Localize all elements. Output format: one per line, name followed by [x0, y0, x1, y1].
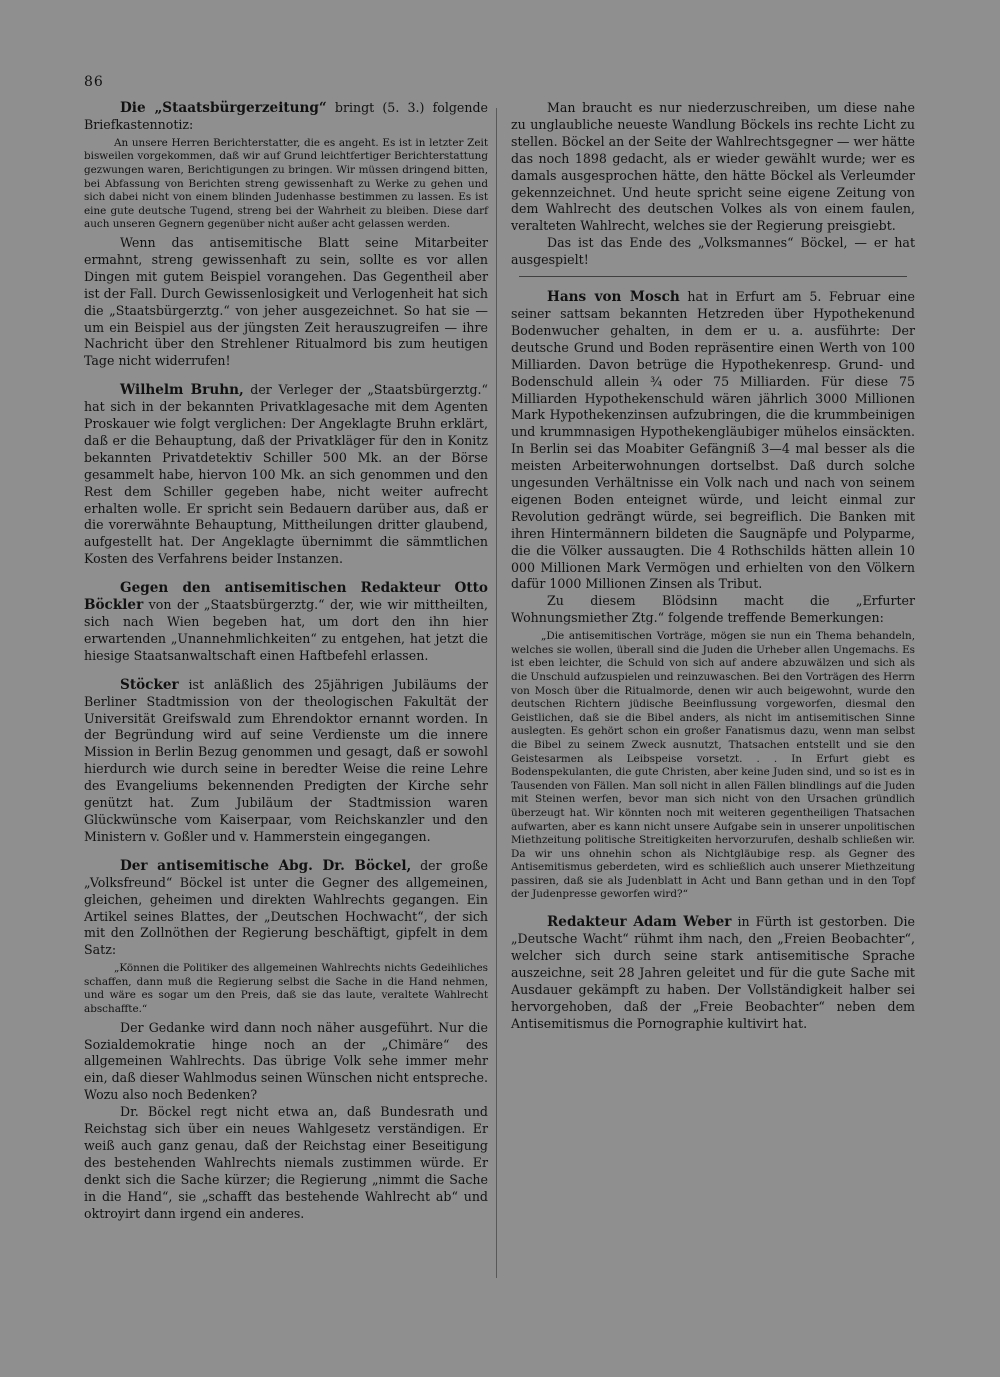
article-wilhelm-bruhn: [84, 382, 488, 568]
article-otto-boeckler: [84, 580, 488, 665]
paragraph: [511, 914, 915, 1032]
left-column: [84, 100, 488, 1222]
quoted-text: An unsere Herren Berichterstatter, die es angeht. Es ist in letzter Zeit bisweilen vorgekommen, daß wir auf Grund leichtfertiger Berichterstattung gezwungen waren, Berichtigungen zu bringen. Wir müssen dringend bitten, bei Abfassung von Berichten streng gewissenhaft zu Werke zu gehen und sich dabei nicht von einem blinden Judenhasse bestimmen zu lassen. Es ist eine gute deutsche Tugend, streng bei der Wahrheit zu bleiben. Diese darf auch unseren Gegnern gegenüber nicht außer acht gelassen werden.: [84, 136, 488, 231]
right-column: [511, 100, 915, 1032]
article-staatsbuergerzeitung: [84, 100, 488, 370]
quoted-text: „Die antisemitischen Vorträge, mögen sie nun ein Thema behandeln, welches sie wollen, überall sind die Juden die Urheber allen Ungemachs. Es ist eben leichter, die Schuld von sich auf andere abzuwälzen und sich als die Unschuld aufzuspielen und reinzuwaschen. Bei den Vorträgen des Herrn von Mosch über die Ritualmorde, denen wir auch beigewohnt, wurde den deutschen Richtern jüdische Beeinflussung vorgeworfen, diesmal den Geistlichen, daß sie die Bibel anders, als nicht im antisemitischen Sinne auslegten. Es gehört schon ein großer Fanatismus dazu, wenn man selbst die Bibel zu seinem Zweck ausnutzt, Thatsachen entstellt und sie den Geistesarmen als Leibspeise vorsetzt. . . In Erfurt giebt es Bodenspekulanten, die gute Christen, aber keine Juden sind, und so ist es in Tausenden von Fällen. Man soll nicht in allen Fällen blindlings auf die Juden mit Steinen werfen, bevor man sich nicht von den Ursachen gründlich überzeugt hat. Wir könnten noch mit weiteren gegentheiligen Thatsachen aufwarten, aber es kann nicht unsere Aufgabe sein in unserer unpolitischen Miethzeitung politische Streitigkeiten hervorzurufen, deshalb schließen wir. Da wir uns ohnehin schon als Nichtgläubige resp. als Gegner des Antisemitismus geberdeten, wird es schließlich auch unserer Miethzeitung passiren, daß sie als Judenblatt in Acht und Bann gethan und in den Topf der Judenpresse geworfen wird?“: [511, 630, 915, 901]
paragraph: [84, 580, 488, 665]
quoted-text: „Können die Politiker des allgemeinen Wahlrechts nichts Gedeihliches schaffen, dann muß die Regierung selbst die Sache in die Hand nehmen, und wäre es sogar um den Preis, daß sie das laute, veraltete Wahlrecht abschaffte.“: [84, 962, 488, 1015]
article-dr-boeckel-continued: [511, 100, 915, 269]
article-stoecker: [84, 677, 488, 846]
article-heading: Gegen den antisemitischen Redakteur Otto Böckler: [84, 580, 488, 614]
article-hans-von-mosch: [511, 289, 915, 902]
paragraph: Man braucht es nur niederzuschreiben, um diese nahe zu unglaubliche neueste Wandlung Böckels ins rechte Licht zu stellen. Böckel an der Seite der Wahlrechtsgegner — wer hätte das noch 1898 gedacht, als er wieder gewählt wurde; wer es damals ausgesprochen hätte, den hätte Böckel als Verleumder gekennzeichnet. Und heute spricht seine eigene Zeitung von dem Wahlrecht des deutschen Volkes als von einem faulen, veralteten Wahlrecht, welches sie der Regierung preisgiebt.: [511, 100, 915, 234]
article-heading: Hans von Mosch: [547, 289, 680, 306]
paragraph: Dr. Böckel regt nicht etwa an, daß Bundesrath und Reichstag sich über ein neues Wahlgesetz verständigen. Er weiß auch ganz genau, daß der Reichstag einer Beseitigung des bestehenden Wahlrechts niemals zustimmen würde. Er denkt sich die Sache kürzer; die Regierung „nimmt die Sache in die Hand“, sie „schafft das bestehende Wahlrecht ab“ und oktroyirt dann irgend ein anderes.: [84, 1104, 488, 1221]
paragraph: Das ist das Ende des „Volksmannes“ Böckel, — er hat ausgespielt!: [511, 235, 915, 268]
article-heading: Stöcker: [120, 676, 179, 693]
paragraph: [84, 382, 488, 568]
paragraph-text: hat in Erfurt am 5. Februar eine seiner sattsam bekannten Hetzreden über Hypothekenund Bodenwucher gehalten, in dem er u. a. ausführte: Der deutsche Grund und Boden repräsentire einen Werth von 100 Milliarden. Davon betrüge die Hypothekenresp. Grund- und Bodenschuld allein ¾ oder 75 Milliarden. Für diese 75 Milliarden Hypothekenschuld wären jährlich 3000 Millionen Mark Hypothekenzinsen aufzubringen, die die krummbeinigen und krummnasigen Hypothekengläubiger mühelos einsäckten. In Berlin sei das Moabiter Gefängniß 3—4 mal besser als die meisten Arbeiterwohnungen dortselbst. Daß durch solche ungesunden Verhältnisse ein Volk nach und nach von seinem eigenen Boden enteignet würde, und leicht einmal zur Revolution gedrängt würde, sei begreiflich. Die Banken mit ihren Hintermännern bildeten die Saugnäpfe und Polyparme, die die Völker aussaugten. Die 4 Rothschilds hätten allein 10 000 Millionen Mark Vermögen und erhielten von den Völkern dafür 1000 Millionen Zinsen als Tribut.: [511, 289, 915, 592]
article-heading: Die „Staatsbürgerzeitung“: [120, 100, 327, 116]
paragraph: Wenn das antisemitische Blatt seine Mitarbeiter ermahnt, streng gewissenhaft zu sein, sollte es vor allen Dingen mit gutem Beispiel vorangehen. Das Gegentheil aber ist der Fall. Durch Gewissenlosigkeit und Verlogenheit hat sich die „Staatsbürgerztg.“ von jeher ausgezeichnet. So hat sie — um ein Beispiel aus der jüngsten Zeit herauszugreifen — ihre Nachricht über den Strehlener Ritualmord bis zum heutigen Tage nicht widerrufen!: [84, 234, 488, 369]
article-heading: Der antisemitische Abg. Dr. Böckel,: [120, 857, 412, 874]
paragraph-text: der Verleger der „Staatsbürgerztg.“ hat sich in der bekannten Privatklagesache mit dem Agenten Proskauer wie folgt verglichen: Der Angeklagte Bruhn erklärt, daß er die Behauptung, daß der Privatkläger für den in Konitz bekannten Privatdetektiv Schiller 500 Mk. an der Börse gesammelt habe, hiervon 100 Mk. an sich genommen und den Rest dem Schiller gegeben habe, nicht weiter aufrecht erhalten wolle. Er spricht sein Bedauern darüber aus, daß er die vorerwähnte Behauptung, Mittheilungen dritter glaubend, aufgestellt hat. Der Angeklagte übernimmt die sämmtlichen Kosten des Verfahrens beider Instanzen.: [84, 382, 488, 567]
paragraph: Der Gedanke wird dann noch näher ausgeführt. Nur die Sozialdemokratie hinge noch an der „Chimäre“ des allgemeinen Wahlrechts. Das übrige Volk sehe immer mehr ein, daß dieser Wahlmodus seinen Wünschen nicht entspreche. Wozu also noch Bedenken?: [84, 1019, 488, 1103]
article-heading: Wilhelm Bruhn,: [120, 382, 244, 399]
paragraph: [84, 100, 488, 134]
paragraph: [84, 677, 488, 846]
article-dr-boeckel: [84, 858, 488, 1223]
section-divider: [519, 276, 907, 277]
paragraph-text: bringt (5. 3.) folgende Briefkastennotiz:: [84, 100, 488, 132]
paragraph-text: der große „Volksfreund“ Böckel ist unter die Gegner des allgemeinen, gleichen, geheimen und direkten Wahlrechts gegangen. Ein Artikel seines Blattes, der „Deutschen Hochwacht“, der sich mit den Zollnöthen der Regierung beschäftigt, gipfelt in dem Satz:: [84, 857, 488, 958]
article-adam-weber: [511, 914, 915, 1032]
article-heading: Redakteur Adam Weber: [547, 914, 732, 931]
paragraph: [84, 858, 488, 959]
paragraph-text: in Fürth ist gestorben. Die „Deutsche Wacht“ rühmt ihm nach, den „Freien Beobachter“, welcher sich durch seine stark antisemitische Sprache auszeichne, seit 28 Jahren geleitet und für die gute Sache mit Ausdauer gekämpft zu haben. Der Vollständigkeit halber sei hervorgehoben, daß der „Freie Beobachter“ neben dem Antisemitismus die Pornographie kultivirt hat.: [511, 914, 915, 1031]
column-divider: [496, 108, 497, 1278]
paragraph: Zu diesem Blödsinn macht die „Erfurter Wohnungsmiether Ztg.“ folgende treffende Bemerkungen:: [511, 593, 915, 626]
page-number: 86: [84, 74, 104, 90]
paragraph: [511, 289, 915, 593]
paragraph-text: ist anläßlich des 25jährigen Jubiläums der Berliner Stadtmission von der theologischen Fakultät der Universität Greifswald zum Ehrendoktor ernannt worden. In der Begründung wird auf seine Verdienste um die innere Mission in Berlin Bezug genommen und gesagt, daß er sowohl hierdurch wie durch seine in beredter Weise die reine Lehre des Evangeliums bekennenden Predigten der Kirche sehr genützt hat. Zum Jubiläum der Stadtmission waren Glückwünsche vom Kaiserpaar, vom Reichskanzler und den Ministern v. Goßler und v. Hammerstein eingegangen.: [84, 676, 488, 844]
paragraph-text: von der „Staatsbürgerztg.“ der, wie wir mittheilten, sich nach Wien begeben hat, um dort den ihn hier erwartenden „Unannehmlichkeiten“ zu entgehen, hat jetzt die hiesige Staatsanwaltschaft einen Haftbefehl erlassen.: [84, 597, 488, 663]
